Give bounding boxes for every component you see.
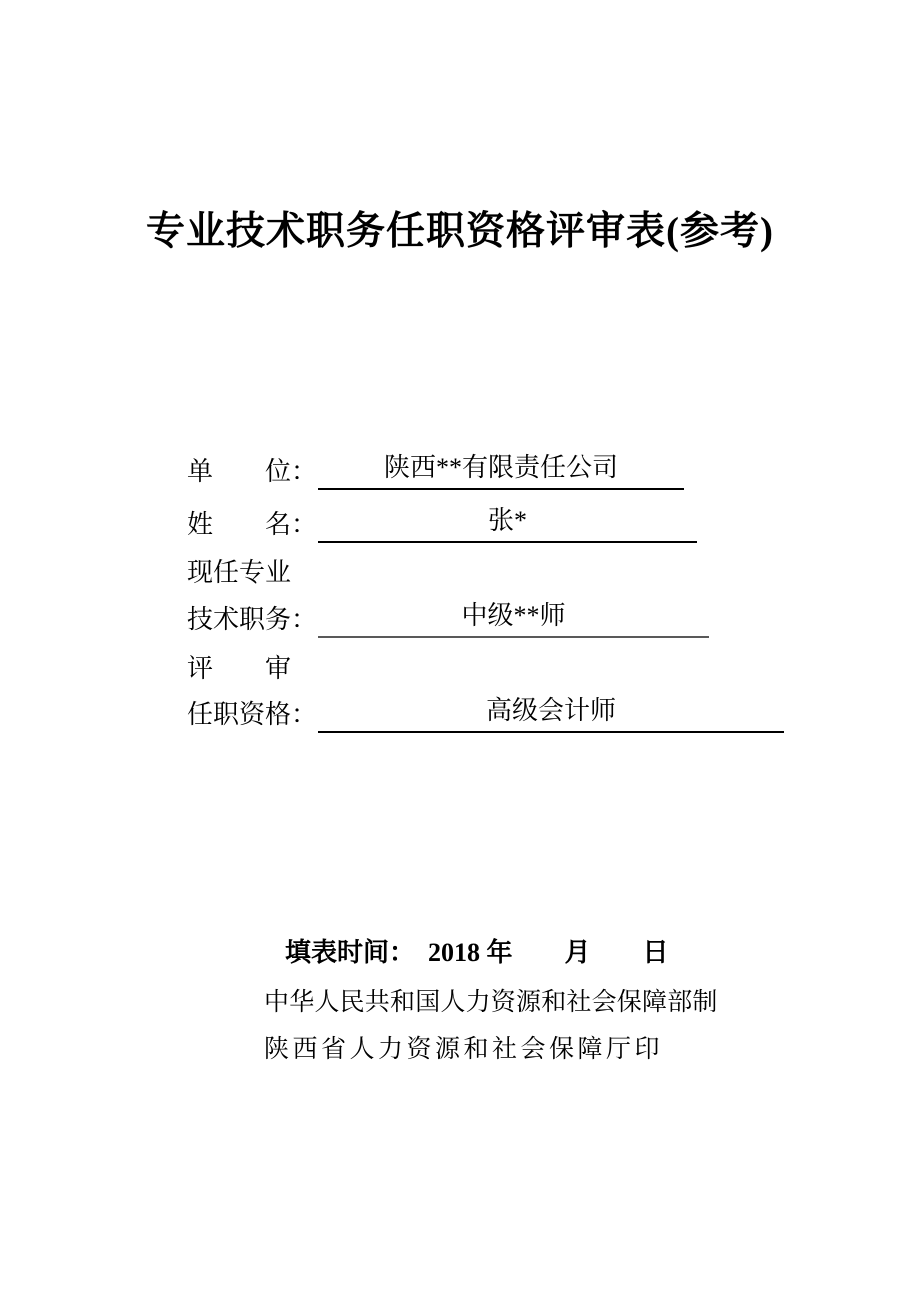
field-label-unit: 单位 [187,457,291,486]
field-row-current-label-line1 [187,555,291,591]
field-colon-name: ： [291,510,318,539]
field-colon-unit: ： [291,457,318,486]
field-row-current-duty [187,598,709,638]
footer-province-imprint: 陕西省人力资源和社会保障厅印 [264,1036,664,1063]
field-value-review-qualification[interactable]: 高级会计师 [318,693,784,733]
footer-fill-date: 填表时间： 2018 年 月 日 [285,938,669,967]
field-value-unit[interactable]: 陕西**有限责任公司 [318,450,684,490]
field-value-current-duty[interactable]: 中级**师 [318,598,709,638]
field-row-name [187,503,697,543]
field-row-review-qualification [187,693,784,733]
field-label-current-line1: 现任专业 [187,558,292,587]
field-value-name[interactable]: 张* [318,503,697,543]
field-label-review-line2: 任职资格 [187,700,292,729]
field-colon-review-qualification: ： [291,700,318,729]
field-colon-current-duty: ： [291,605,318,634]
footer-ministry-imprint: 中华人民共和国人力资源和社会保障部制 [264,989,718,1016]
field-label-name: 姓名 [187,510,291,539]
field-label-current-line2: 技术职务 [187,605,292,634]
document-title: 专业技术职务任职资格评审表(参考) [146,210,774,253]
field-label-review-line1: 评审 [187,654,291,683]
field-row-review-label-line1 [187,651,291,687]
field-row-unit [187,450,684,490]
